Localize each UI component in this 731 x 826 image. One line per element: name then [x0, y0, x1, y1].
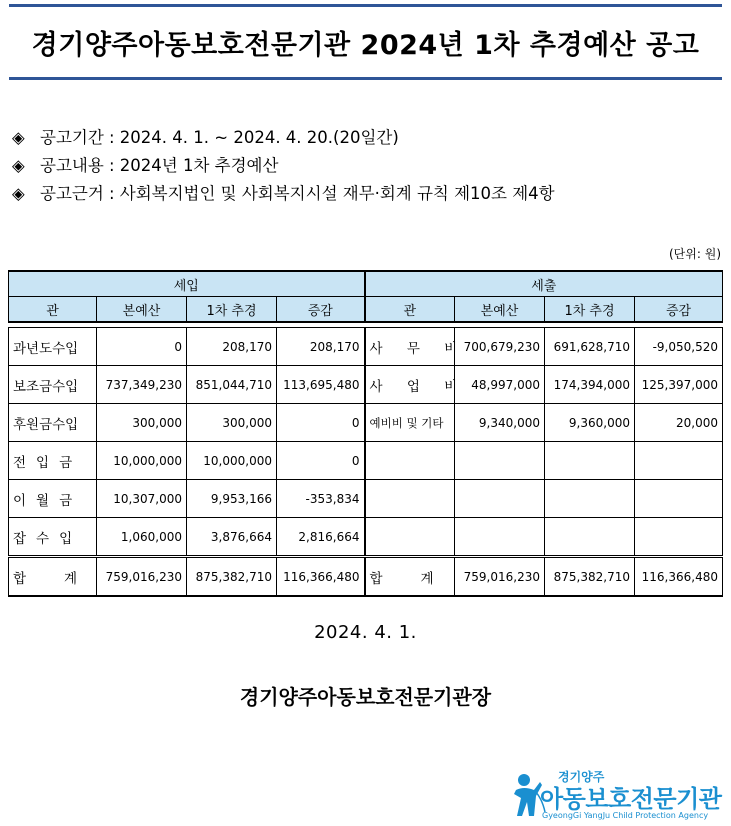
logo-region-text: 경기양주: [558, 770, 605, 784]
column-header: 본예산: [97, 297, 187, 323]
column-header: 관: [365, 297, 455, 323]
empty-cell: [365, 480, 455, 518]
column-header: 1차 추경: [545, 297, 635, 323]
column-header: 관: [9, 297, 97, 323]
cell-value: 3,876,664: [187, 518, 277, 557]
cell-value: 700,679,230: [455, 328, 545, 366]
logo-english-text: GyeongGi YangJu Child Protection Agency: [542, 811, 709, 820]
income-item: 후원금수입: [9, 404, 97, 442]
cell-value: 1,060,000: [97, 518, 187, 557]
empty-cell: [635, 442, 723, 480]
announcement-date: 2024. 4. 1.: [314, 622, 417, 643]
cell-value: 2,816,664: [277, 518, 365, 557]
column-header: 증감: [277, 297, 365, 323]
table-row: [9, 366, 723, 404]
table-total-row: [9, 557, 723, 597]
cell-value: 10,000,000: [187, 442, 277, 480]
table-group-header: [9, 271, 723, 297]
column-header: 본예산: [455, 297, 545, 323]
unit-label: (단위: 원): [669, 247, 721, 261]
income-item: 이월금: [9, 480, 97, 518]
logo-name-text: 아동보호전문기관: [540, 785, 722, 813]
income-item: 보조금수입: [9, 366, 97, 404]
income-item: 전입금: [9, 442, 97, 480]
cell-value: 0: [97, 328, 187, 366]
cell-value: 737,349,230: [97, 366, 187, 404]
cell-value: 116,366,480: [277, 557, 365, 597]
table-row: [9, 442, 723, 480]
cell-value: 208,170: [277, 328, 365, 366]
table-row: [9, 404, 723, 442]
page-title: 경기양주아동보호전문기관 2024년 1차 추경예산 공고: [31, 29, 700, 61]
signer-name: 경기양주아동보호전문기관장: [239, 685, 492, 709]
cell-value: 10,307,000: [97, 480, 187, 518]
income-group-header: 세입: [9, 271, 365, 297]
notice-text: 공고내용 : 2024년 1차 추경예산: [40, 156, 279, 175]
empty-cell: [545, 518, 635, 557]
diamond-bullet-icon: ◈: [12, 156, 25, 175]
cell-value: 125,397,000: [635, 366, 723, 404]
expense-item: 사 업 비: [365, 366, 455, 404]
diamond-bullet-icon: ◈: [12, 184, 25, 203]
cell-value: 174,394,000: [545, 366, 635, 404]
income-item: 과년도수입: [9, 328, 97, 366]
cell-value: 875,382,710: [545, 557, 635, 597]
column-header: 1차 추경: [187, 297, 277, 323]
notice-period: [12, 124, 555, 152]
empty-cell: [545, 442, 635, 480]
agency-logo: [512, 768, 727, 823]
empty-cell: [545, 480, 635, 518]
notice-content: [12, 152, 555, 180]
table-row: [9, 480, 723, 518]
cell-value: 116,366,480: [635, 557, 723, 597]
cell-value: 300,000: [97, 404, 187, 442]
income-total-label: 합계: [9, 557, 97, 597]
cell-value: 759,016,230: [97, 557, 187, 597]
empty-cell: [635, 480, 723, 518]
empty-cell: [455, 518, 545, 557]
notice-basis: [12, 180, 555, 208]
cell-value: -9,050,520: [635, 328, 723, 366]
budget-table: [8, 270, 723, 597]
cell-value: 300,000: [187, 404, 277, 442]
cell-value: 0: [277, 404, 365, 442]
empty-cell: [635, 518, 723, 557]
cell-value: 208,170: [187, 328, 277, 366]
cell-value: 9,953,166: [187, 480, 277, 518]
notice-text: 공고근거 : 사회복지법인 및 사회복지시설 재무·회계 규칙 제10조 제4항: [40, 184, 555, 203]
empty-cell: [365, 518, 455, 557]
expense-total-label: 합계: [365, 557, 455, 597]
column-header: 증감: [635, 297, 723, 323]
cell-value: 20,000: [635, 404, 723, 442]
cell-value: 691,628,710: [545, 328, 635, 366]
table-row: [9, 518, 723, 557]
expense-item: 사 무 비: [365, 328, 455, 366]
cell-value: 851,044,710: [187, 366, 277, 404]
notice-list: [12, 124, 555, 208]
diamond-bullet-icon: ◈: [12, 128, 25, 147]
cell-value: 759,016,230: [455, 557, 545, 597]
empty-cell: [455, 480, 545, 518]
cell-value: 10,000,000: [97, 442, 187, 480]
cell-value: -353,834: [277, 480, 365, 518]
table-row: [9, 328, 723, 366]
income-item: 잡수입: [9, 518, 97, 557]
cell-value: 9,340,000: [455, 404, 545, 442]
cell-value: 113,695,480: [277, 366, 365, 404]
notice-text: 공고기간 : 2024. 4. 1. ~ 2024. 4. 20.(20일간): [40, 128, 399, 147]
title-banner: [9, 4, 722, 80]
empty-cell: [365, 442, 455, 480]
cell-value: 875,382,710: [187, 557, 277, 597]
table-column-header: [9, 297, 723, 323]
cell-value: 0: [277, 442, 365, 480]
cell-value: 9,360,000: [545, 404, 635, 442]
empty-cell: [455, 442, 545, 480]
cell-value: 48,997,000: [455, 366, 545, 404]
expense-group-header: 세출: [365, 271, 723, 297]
expense-item: 예비비 및 기타: [365, 404, 455, 442]
